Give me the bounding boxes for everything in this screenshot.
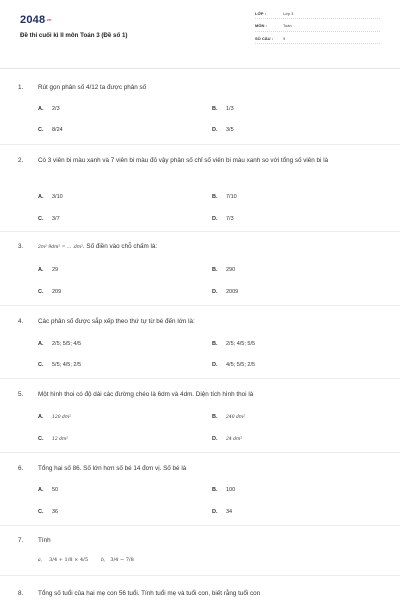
question-separator [0,525,400,526]
option-c[interactable]: C. 12 dm² [38,436,69,442]
exam-meta [255,8,380,46]
sub-question-b: b, 3/4 − 7/8 [101,557,134,563]
option-a[interactable]: A. 2/3 [38,106,60,112]
option-c[interactable]: C. 5/5; 4/5; 2/5 [38,362,82,368]
option-b[interactable]: B. 100 [212,487,236,493]
site-logo[interactable]: $2048_{.vn}$ [20,14,52,26]
question-separator [0,231,400,232]
question-number: 2. [18,157,24,164]
question-separator [0,144,400,145]
option-a[interactable]: A. 29 [38,267,59,273]
option-d[interactable]: D. 3/5 [212,127,234,133]
sub-question-a: a, 3/4 + 1/8 × 4/5 [38,557,89,563]
option-b[interactable]: B. 1/3 [212,106,234,112]
question-number: 5. [18,391,24,398]
question-text: Tổng số tuổi của hai mẹ con 56 tuổi. Tính tuổi mẹ và tuổi con, biết rằng tuổi con [38,590,261,597]
option-c[interactable]: C. 3/7 [38,216,60,222]
meta-value: 9 [283,35,286,41]
meta-label: MÔN : [255,23,267,28]
question-number: 8. [18,590,24,597]
math-expression: 3/4 + 1/8 × 4/5 [49,557,89,563]
meta-row-subject [255,21,380,32]
question-text: Tính [38,537,51,544]
question-separator [0,452,400,453]
option-b[interactable]: B. 2/5; 4/5; 5/5 [212,341,256,347]
exam-title: Đề thi cuối kì II môn Toán 3 (Đề số 1) [20,32,128,39]
exam-header [0,0,400,68]
option-d[interactable]: D. 24 dm² [212,436,243,442]
option-d[interactable]: D. 4/5; 5/5; 2/5 [212,362,256,368]
option-b[interactable]: B. 240 dm² [212,414,245,420]
option-a[interactable]: A. 2/5; 5/5; 4/5 [38,341,82,347]
question-text: Có 3 viên bi màu xanh và 7 viên bi màu đỏ vậy phân số chỉ số viên bi màu xanh so với tổng số viên bi là [38,157,329,164]
meta-label: LỚP : [255,10,266,16]
question-text: Tổng hai số 86. Số lớn hơn số bé 14 đơn vị. Số bé là [38,465,187,472]
option-d[interactable]: D. 7/3 [212,216,234,222]
question-number: 6. [18,465,24,472]
option-a[interactable]: A. 50 [38,487,59,493]
question-separator [0,378,400,379]
meta-label: SỐ CÂU : [255,35,273,41]
option-a[interactable]: A. 120 dm² [38,414,71,420]
option-d[interactable]: D. 34 [212,509,233,515]
question-number: 3. [18,243,24,250]
meta-value: Toán [283,23,292,28]
question-text: Các phân số được sắp xếp theo thứ tự từ bé đến lớn là: [38,318,195,325]
math-expression: 3/4 − 7/8 [110,557,134,563]
option-c[interactable]: C. 209 [38,289,62,295]
question-text: 2m² 9dm² = ... .dm². Số điền vào chỗ chấm là: [38,243,158,250]
question-number: 1. [18,84,24,91]
question-number: 7. [18,537,24,544]
question-text: Một hình thoi có độ dài các đường chéo là 6dm và 4dm. Diện tích hình thoi là [38,391,254,398]
question-text: Rút gọn phân số 4/12 ta được phân số [38,84,147,91]
meta-row-class [255,8,380,19]
option-b[interactable]: B. 290 [212,267,236,273]
option-a[interactable]: A. 3/10 [38,194,63,200]
question-separator [0,575,400,576]
option-d[interactable]: D. 2009 [212,289,239,295]
option-b[interactable]: B. 7/10 [212,194,237,200]
math-expression: 2m² 9dm² = ... .dm² [38,245,83,250]
option-c[interactable]: C. 8/24 [38,127,63,133]
question-number: 4. [18,318,24,325]
meta-value: Lớp 3 [283,10,294,16]
question-separator [0,305,400,306]
meta-row-count [255,33,380,44]
option-c[interactable]: C. 36 [38,509,59,515]
header-divider [0,68,400,69]
